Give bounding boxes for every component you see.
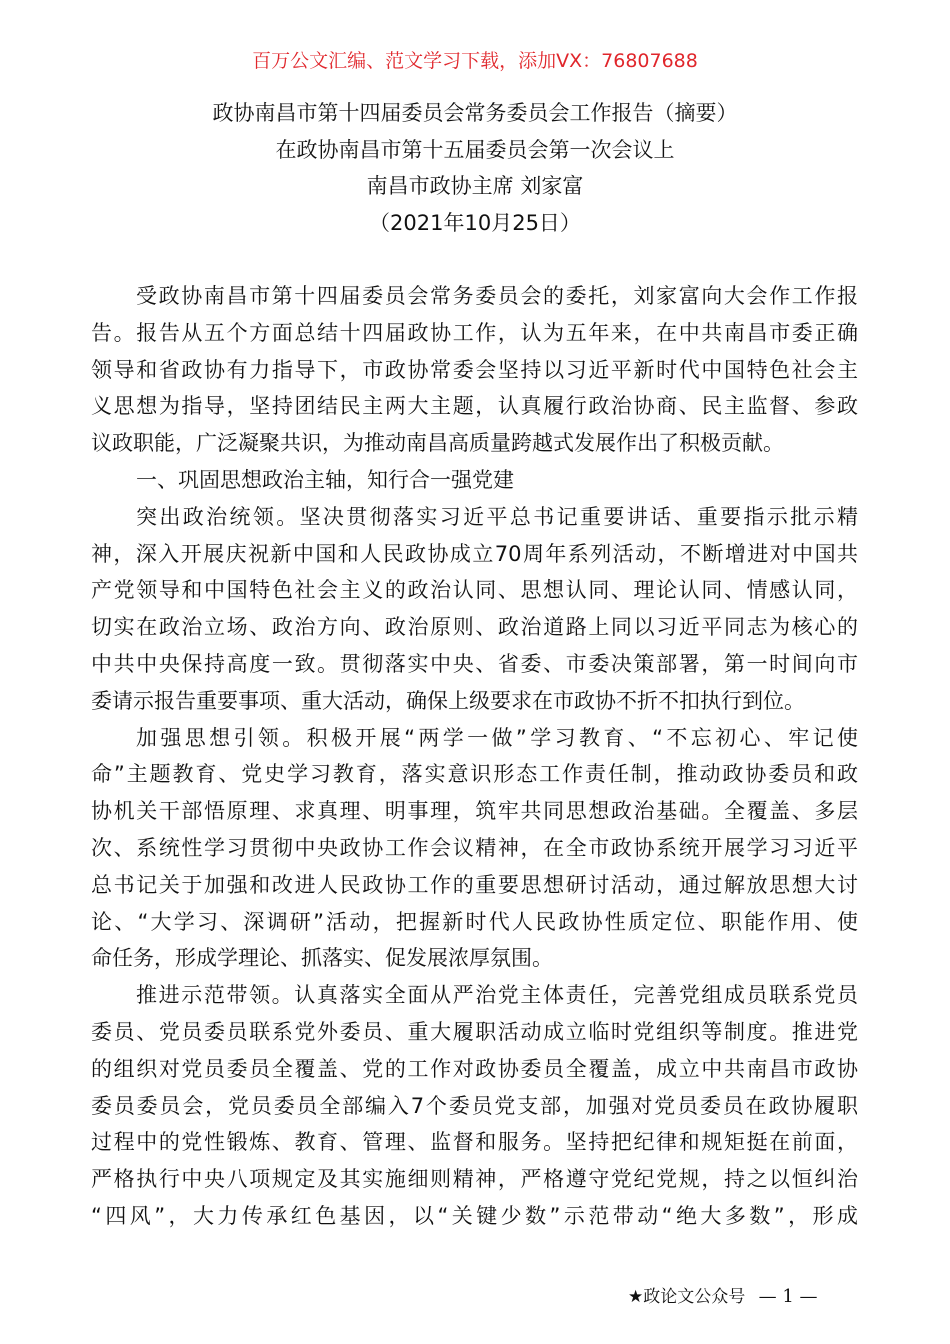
page-number: — 1 —	[758, 1286, 818, 1307]
text-line: 加强思想引领。积极开展“两学一做”学习教育、“不忘初心、牢记使	[136, 725, 858, 750]
text-line: 委员委员会，党员委员全部编入7个委员党支部，加强对党员委员在政协履职	[91, 1093, 858, 1118]
text-line: 推进示范带领。认真落实全面从严治党主体责任，完善党组成员联系党员	[136, 983, 858, 1008]
text-line: 中共中央保持高度一致。贯彻落实中央、省委、市委决策部署，第一时间向市	[91, 651, 858, 676]
document-header	[0, 95, 950, 241]
text-line: 次、系统性学习贯彻中央政协工作会议精神，在全市政协系统开展学习习近平	[91, 835, 858, 860]
text-line: 突出政治统领。坚决贯彻落实习近平总书记重要讲话、重要指示批示精	[136, 504, 858, 529]
page-footer	[628, 1282, 818, 1307]
text-line: 委请示报告重要事项、重大活动，确保上级要求在市政协不折不扣执行到位。	[91, 688, 805, 713]
section-heading	[91, 462, 858, 499]
text-line: 受政协南昌市第十四届委员会常务委员会的委托，刘家富向大会作工作报	[136, 284, 858, 308]
text-line: 产党领导和中国特色社会主义的政治认同、思想认同、理论认同、情感认同，	[91, 578, 858, 603]
text-line: 委员、党员委员联系党外委员、重大履职活动成立临时党组织等制度。推进党	[91, 1019, 858, 1044]
text-line: 切实在政治立场、政治方向、政治原则、政治道路上同以习近平同志为核心的	[91, 615, 858, 640]
text-line: 命”主题教育、党史学习教育，落实意识形态工作责任制，推动政协委员和政	[91, 762, 858, 787]
paragraph	[91, 499, 858, 720]
text-line: 协机关干部悟原理、求真理、明事理，筑牢共同思想政治基础。全覆盖、多层	[91, 799, 858, 824]
document-author: 南昌市政协主席 刘家富	[366, 174, 584, 198]
text-line: 神，深入开展庆祝新中国和人民政协成立70周年系列活动，不断增进对中国共	[91, 541, 858, 566]
paragraph	[91, 720, 858, 978]
text-line: 论、“大学习、深调研”活动，把握新时代人民政协性质定位、职能作用、使	[91, 909, 858, 934]
text-line: 过程中的党性锻炼、教育、管理、监督和服务。坚持把纪律和规矩挺在前面，	[91, 1130, 858, 1155]
document-body	[91, 278, 858, 1235]
text-line: 领导和省政协有力指导下，市政协常委会坚持以习近平新时代中国特色社会主	[91, 357, 858, 382]
text-line: 告。报告从五个方面总结十四届政协工作，认为五年来，在中共南昌市委正确	[91, 320, 858, 345]
text-line: 的组织对党员委员全覆盖、党的工作对政协委员全覆盖，成立中共南昌市政协	[91, 1056, 858, 1081]
footer-source: ★政论文公众号	[628, 1287, 746, 1307]
text-line: 一、巩固思想政治主轴，知行合一强党建	[136, 467, 514, 492]
watermark-banner: 百万公文汇编、范文学习下载，添加VX：76807688	[252, 50, 698, 72]
text-line: 命任务，形成学理论、抓落实、促发展浓厚氛围。	[91, 946, 553, 971]
text-line: 议政职能，广泛凝聚共识，为推动南昌高质量跨越式发展作出了积极贡献。	[91, 431, 784, 456]
paragraph	[91, 278, 858, 462]
document-title: 政协南昌市第十四届委员会常务委员会工作报告（摘要）	[212, 101, 738, 125]
paragraph	[91, 977, 858, 1235]
text-line: 严格执行中央八项规定及其实施细则精神，严格遵守党纪党规，持之以恒纠治	[91, 1167, 858, 1192]
text-line: “四风”，大力传承红色基因，以“关键少数”示范带动“绝大多数”，形成	[91, 1203, 858, 1228]
document-subtitle: 在政协南昌市第十五届委员会第一次会议上	[275, 137, 675, 162]
text-line: 义思想为指导，坚持团结民主两大主题，认真履行政治协商、民主监督、参政	[91, 394, 858, 419]
document-date: （2021年10月25日）	[369, 210, 581, 235]
text-line: 总书记关于加强和改进人民政协工作的重要思想研讨活动，通过解放思想大讨	[91, 872, 858, 897]
